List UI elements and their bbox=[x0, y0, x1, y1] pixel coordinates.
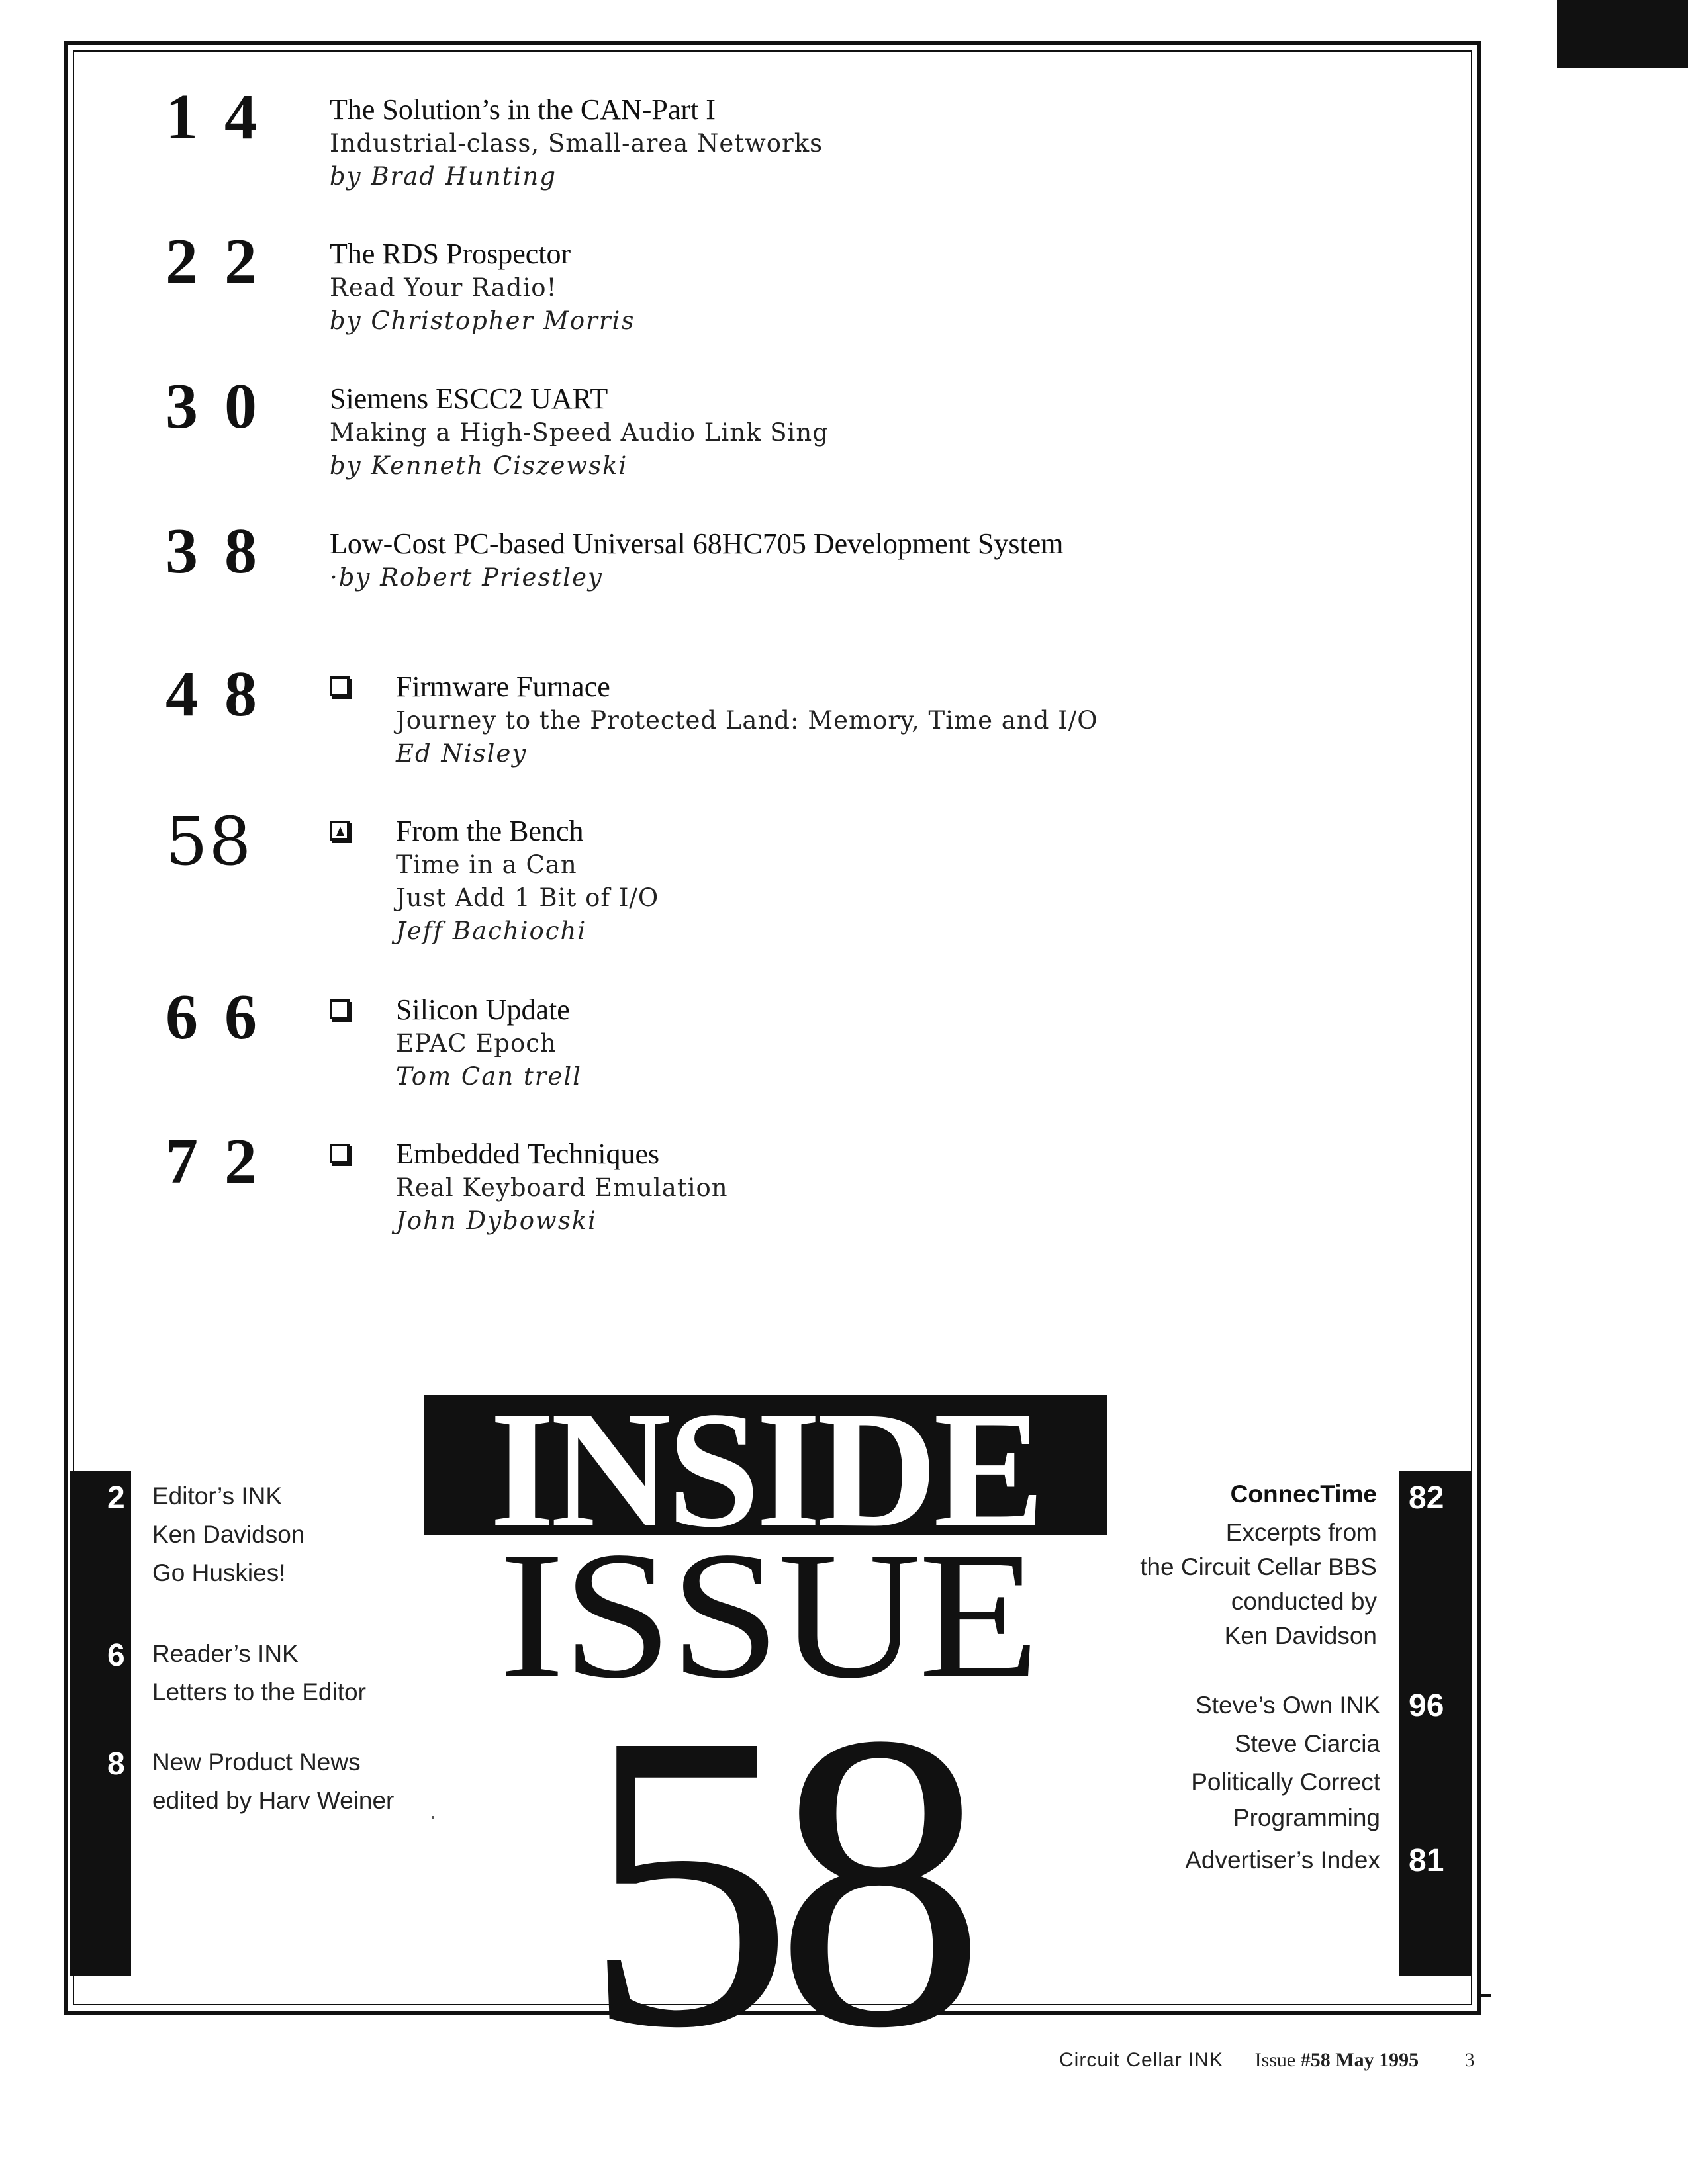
checkbox-icon bbox=[330, 1144, 350, 1163]
column-title[interactable]: Silicon Update bbox=[396, 993, 570, 1026]
department-page-number: 6 bbox=[107, 1638, 125, 1673]
column-author: Tom Can trell bbox=[396, 1062, 583, 1091]
column-title[interactable]: From the Bench bbox=[396, 815, 584, 847]
department-new-product-news[interactable] bbox=[152, 1743, 394, 1820]
department-editors-ink[interactable] bbox=[152, 1477, 305, 1592]
column-page-number: 66 bbox=[165, 981, 283, 1053]
article-author: by Christopher Morris bbox=[330, 306, 635, 335]
department-title: ConnecTime bbox=[1230, 1480, 1377, 1508]
department-steves-own-ink[interactable] bbox=[1086, 1686, 1380, 1835]
article-page-number: 38 bbox=[165, 516, 283, 587]
column-text bbox=[396, 993, 582, 1093]
article-subtitle: Read Your Radio! bbox=[330, 273, 557, 302]
masthead-issue: ISSUE bbox=[498, 1514, 1037, 1716]
department-line: edited by Harv Weiner bbox=[152, 1787, 395, 1814]
footer-page-number: 3 bbox=[1464, 2049, 1475, 2071]
column-text bbox=[396, 1137, 728, 1238]
department-line: Excerpts from bbox=[1225, 1519, 1377, 1546]
article-text bbox=[330, 93, 823, 193]
column-author: Ed Nisley bbox=[396, 739, 528, 768]
article-title[interactable]: Siemens ESCC2 UART bbox=[330, 383, 608, 415]
department-title: New Product News bbox=[152, 1749, 361, 1776]
article-subtitle: Industrial-class, Small-area Networks bbox=[330, 129, 823, 158]
checkbox-icon bbox=[330, 676, 350, 696]
department-readers-ink[interactable] bbox=[152, 1635, 366, 1711]
department-connectime[interactable] bbox=[1086, 1477, 1377, 1653]
department-page-number: 82 bbox=[1409, 1480, 1444, 1516]
department-line: conducted by bbox=[1231, 1588, 1377, 1615]
stray-mark bbox=[432, 1816, 434, 1819]
column-page-number: 58 bbox=[165, 803, 253, 880]
column-subtitle: EPAC Epoch bbox=[396, 1029, 557, 1058]
article-page-number: 30 bbox=[165, 371, 283, 442]
footer-issue bbox=[1255, 2049, 1419, 2071]
article-title[interactable]: The Solution’s in the CAN-Part I bbox=[330, 93, 716, 126]
article-text bbox=[330, 382, 829, 482]
article-author: ·by Robert Priestley bbox=[330, 563, 603, 592]
column-subtitle: Just Add 1 Bit of I/O bbox=[396, 884, 659, 912]
footer-issue-label: Issue bbox=[1254, 2049, 1296, 2071]
checked-box-icon bbox=[330, 821, 350, 841]
department-title: Reader’s INK bbox=[152, 1640, 299, 1667]
department-title: Steve’s Own INK bbox=[1196, 1692, 1380, 1719]
department-line: Go Huskies! bbox=[152, 1559, 286, 1586]
department-line: Programming bbox=[1233, 1804, 1380, 1831]
column-author: John Dybowski bbox=[396, 1206, 597, 1235]
article-text bbox=[330, 527, 1063, 594]
department-line: Politically Correct bbox=[1191, 1768, 1380, 1796]
department-line: Ken Davidson bbox=[1224, 1622, 1377, 1649]
right-department-bar bbox=[1399, 1471, 1472, 1976]
column-text bbox=[396, 670, 1098, 770]
department-page-number: 2 bbox=[107, 1480, 125, 1516]
column-title[interactable]: Embedded Techniques bbox=[396, 1138, 660, 1170]
column-page-number: 48 bbox=[165, 659, 283, 730]
department-title: Advertiser’s Index bbox=[1185, 1846, 1380, 1874]
footer-date: May 1995 bbox=[1335, 2049, 1419, 2071]
column-subtitle: Time in a Can bbox=[396, 850, 577, 879]
department-line: the Circuit Cellar BBS bbox=[1140, 1553, 1377, 1580]
column-subtitle: Real Keyboard Emulation bbox=[396, 1173, 728, 1202]
department-line: Steve Ciarcia bbox=[1234, 1730, 1380, 1757]
checkbox-icon bbox=[330, 999, 350, 1019]
masthead-issue-number: 58 bbox=[583, 1647, 966, 2115]
article-text bbox=[330, 237, 635, 338]
footer-magazine: Circuit Cellar INK bbox=[1059, 2049, 1224, 2071]
department-page-number: 8 bbox=[107, 1747, 125, 1782]
article-page-number: 22 bbox=[165, 226, 283, 297]
column-author: Jeff Bachiochi bbox=[396, 917, 587, 945]
department-page-number: 81 bbox=[1409, 1843, 1444, 1878]
corner-tab bbox=[1557, 0, 1688, 68]
frame-tick bbox=[1477, 1994, 1491, 1997]
column-page-number: 72 bbox=[165, 1126, 283, 1197]
department-line: Letters to the Editor bbox=[152, 1678, 366, 1706]
department-line: Ken Davidson bbox=[152, 1521, 305, 1548]
footer-issue-number: #58 bbox=[1300, 2049, 1331, 2071]
department-page-number: 96 bbox=[1409, 1688, 1444, 1723]
article-title[interactable]: Low-Cost PC-based Universal 68HC705 Development System bbox=[330, 527, 1064, 560]
article-author: by Brad Hunting bbox=[330, 162, 557, 191]
page-footer bbox=[1059, 2047, 1475, 2073]
column-subtitle: Journey to the Protected Land: Memory, Time and I/O bbox=[396, 706, 1098, 735]
column-title[interactable]: Firmware Furnace bbox=[396, 670, 610, 703]
article-page-number: 14 bbox=[165, 81, 283, 153]
article-author: by Kenneth Ciszewski bbox=[330, 451, 628, 480]
masthead-inside: INSIDE bbox=[489, 1395, 1041, 1535]
left-department-bar bbox=[70, 1471, 131, 1976]
department-advertisers-index[interactable] bbox=[1086, 1841, 1380, 1880]
department-title: Editor’s INK bbox=[152, 1482, 283, 1510]
column-text bbox=[396, 814, 659, 948]
article-title[interactable]: The RDS Prospector bbox=[330, 238, 571, 270]
article-subtitle: Making a High-Speed Audio Link Sing bbox=[330, 418, 829, 447]
